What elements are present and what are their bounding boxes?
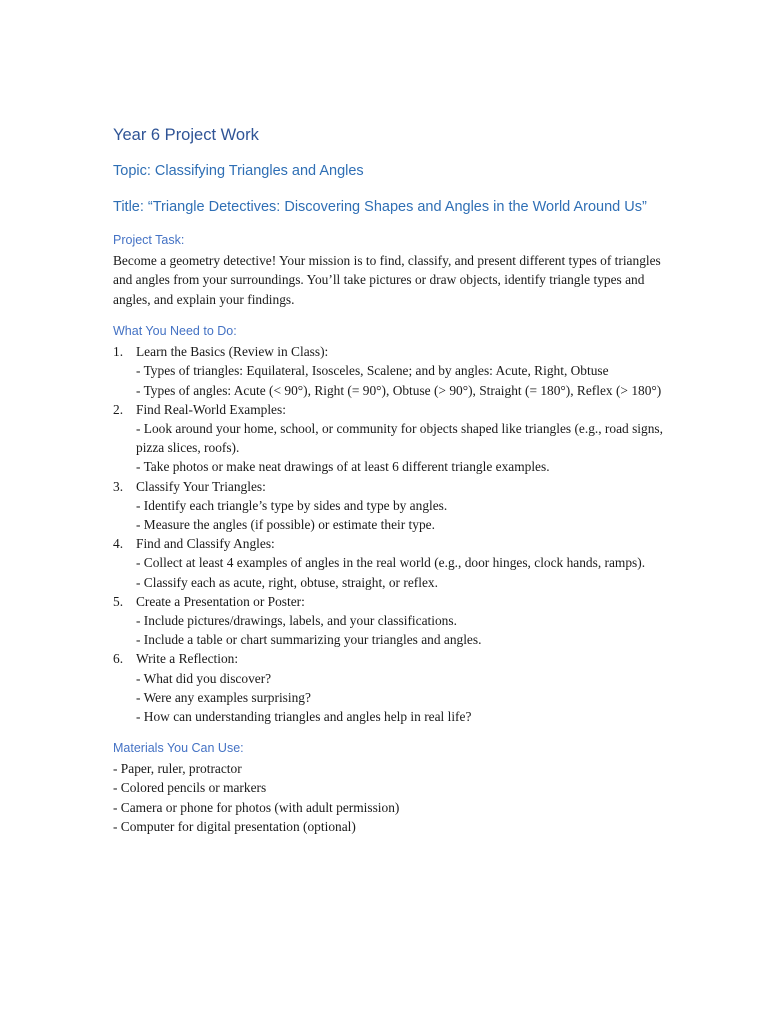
step-detail: - Look around your home, school, or community for objects shaped like triangles (e.g., road signs, pizza slices, roofs).	[136, 421, 663, 456]
materials-label: Materials You Can Use:	[113, 741, 244, 756]
title-heading: Title: “Triangle Detectives: Discovering Shapes and Angles in the World Around Us”	[113, 199, 647, 215]
materials-list	[113, 759, 673, 836]
document-heading: Year 6 Project Work	[113, 126, 259, 144]
step-detail: - Types of angles: Acute (< 90°), Right (= 90°), Obtuse (> 90°), Straight (= 180°), Reflex (> 180°)	[136, 382, 662, 398]
list-item	[113, 534, 673, 592]
list-item	[113, 477, 673, 535]
list-item: - Computer for digital presentation (optional)	[113, 818, 356, 834]
list-item	[113, 400, 673, 477]
step-detail: - What did you discover?	[136, 670, 272, 686]
step-detail: - Take photos or make neat drawings of at least 6 different triangle examples.	[136, 459, 550, 475]
step-detail: - Identify each triangle’s type by sides and type by angles.	[136, 497, 448, 513]
step-title: Create a Presentation or Poster:	[136, 593, 305, 609]
step-number: 4.	[113, 536, 124, 552]
list-item	[113, 342, 673, 400]
step-title: Learn the Basics (Review in Class):	[136, 344, 329, 360]
step-detail: - Classify each as acute, right, obtuse, straight, or reflex.	[136, 574, 438, 590]
what-to-do-label: What You Need to Do:	[113, 324, 237, 339]
step-number: 5.	[113, 593, 124, 609]
project-task-text: Become a geometry detective! Your mission is to find, classify, and present different types of triangles and angles from your surroundings. You’ll take pictures or draw objects, identify triangle types and angles, and explain your findings.	[113, 253, 661, 307]
step-detail: - How can understanding triangles and angles help in real life?	[136, 709, 472, 725]
step-detail: - Measure the angles (if possible) or estimate their type.	[136, 517, 435, 533]
project-task-label: Project Task:	[113, 233, 185, 247]
list-item	[113, 592, 673, 650]
list-item	[113, 649, 673, 726]
document-page	[113, 124, 673, 836]
step-title: Classify Your Triangles:	[136, 478, 266, 494]
list-item: - Colored pencils or markers	[113, 780, 267, 796]
step-number: 3.	[113, 478, 124, 494]
step-detail: - Include a table or chart summarizing your triangles and angles.	[136, 632, 482, 648]
step-number: 6.	[113, 651, 124, 667]
step-detail: - Collect at least 4 examples of angles in the real world (e.g., door hinges, clock hands, ramps).	[136, 555, 646, 571]
list-item: - Camera or phone for photos (with adult permission)	[113, 799, 400, 815]
list-item: - Paper, ruler, protractor	[113, 761, 242, 777]
step-number: 1.	[113, 344, 124, 360]
step-title: Write a Reflection:	[136, 651, 239, 667]
step-detail: - Types of triangles: Equilateral, Isosceles, Scalene; and by angles: Acute, Right, Obtuse	[136, 363, 609, 379]
step-detail: - Were any examples surprising?	[136, 689, 311, 705]
steps-list	[113, 342, 673, 726]
step-title: Find Real-World Examples:	[136, 401, 286, 417]
topic-heading: Topic: Classifying Triangles and Angles	[113, 163, 364, 179]
step-detail: - Include pictures/drawings, labels, and your classifications.	[136, 613, 457, 629]
step-number: 2.	[113, 401, 124, 417]
step-title: Find and Classify Angles:	[136, 536, 275, 552]
